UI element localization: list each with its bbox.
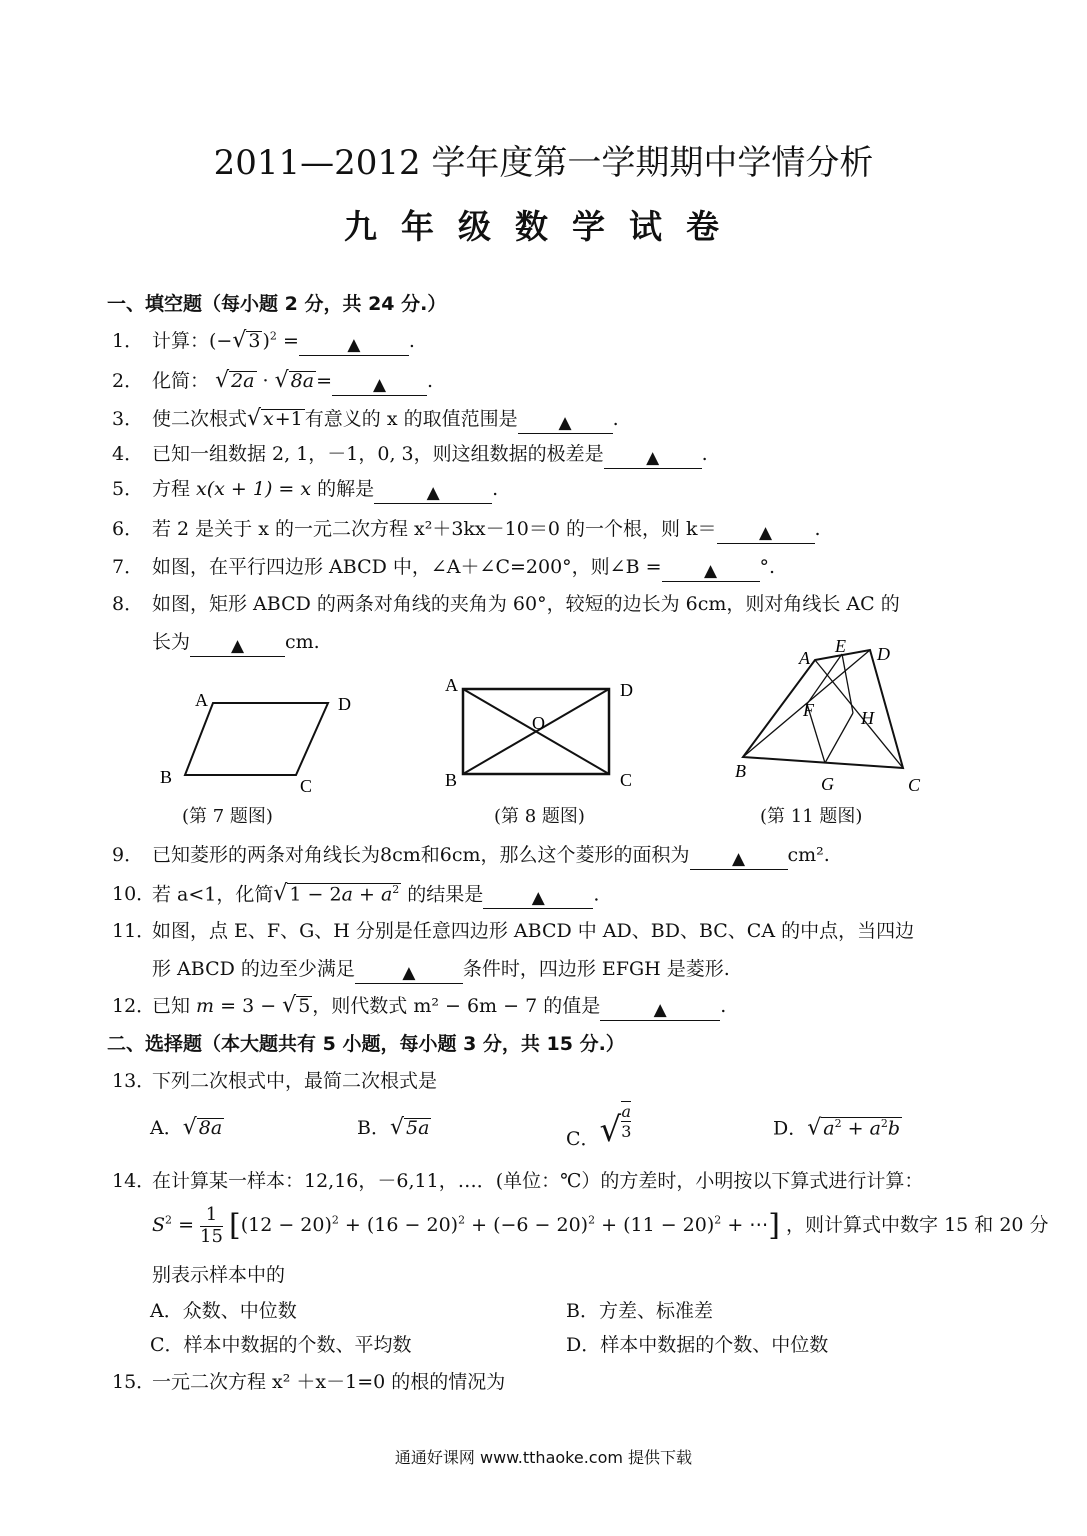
fig11-label-h: H: [861, 708, 874, 728]
q13-option-d[interactable]: D．√ $a^2 + a^2b$: [773, 1115, 901, 1141]
q13-option-b[interactable]: B．√ 5a: [357, 1115, 430, 1140]
answer-blank[interactable]: ▲: [374, 483, 492, 504]
fig8-label-c: C: [620, 770, 633, 790]
question-8: 8． 如图，矩形 ABCD 的两条对角线的夹角为 60°，较短的边长为 6cm，则对角线长 AC 的: [112, 593, 900, 615]
fig7-label-d: D: [338, 694, 351, 714]
question-7: 7． 如图，在平行四边形 ABCD 中，∠A＋∠C=200°，则∠B = ▲ °.: [112, 556, 776, 581]
quadrilateral-abcd: [743, 650, 903, 768]
q1-expression: (−√ 3 )$^2$ =: [209, 328, 299, 353]
q10-expression: √ $1 - 2a + a^2$: [273, 881, 400, 907]
answer-blank[interactable]: ▲: [662, 561, 760, 582]
figure-11-caption: (第 11 题图): [760, 806, 863, 827]
answer-blank[interactable]: ▲: [190, 636, 285, 657]
q14-option-b[interactable]: B．方差、标准差: [566, 1300, 713, 1322]
figure-8-rectangle: [440, 672, 650, 797]
question-8-line2: 长为 ▲ cm.: [152, 631, 320, 656]
question-2: 2． 化简： √ 2a · √ 8a = ▲ .: [112, 368, 434, 395]
section2-heading: 二、选择题（本大题共有 5 小题，每小题 3 分，共 15 分.）: [107, 1033, 625, 1055]
question-9: 9． 已知菱形的两条对角线长为8cm和6cm，那么这个菱形的面积为 ▲ cm².: [112, 844, 830, 869]
q13-option-c[interactable]: C．$√\frac{a}{3}$: [566, 1102, 632, 1150]
segment-gh: [825, 713, 853, 763]
fig11-label-f: F: [803, 700, 814, 720]
answer-blank[interactable]: ▲: [518, 413, 613, 434]
question-3: 3． 使二次根式√ x+1 有意义的 x 的取值范围是 ▲ .: [112, 406, 619, 433]
question-14: 14．在计算某一样本：12,16，－6,11，…．(单位：℃）的方差时，小明按以下算式进行计算：: [112, 1170, 924, 1192]
fig7-label-c: C: [300, 776, 313, 796]
question-1: 1． 计算：(−√ 3 )$^2$ = ▲ .: [112, 328, 415, 355]
answer-blank[interactable]: ▲: [600, 1000, 720, 1021]
question-11-line2: 形 ABCD 的边至少满足 ▲ 条件时，四边形 EFGH 是菱形.: [152, 958, 730, 983]
fig11-label-c: C: [908, 775, 921, 795]
exam-subtitle: 九年级数学试卷: [344, 207, 743, 246]
question-5: 5． 方程 x(x + 1) = x 的解是 ▲ .: [112, 478, 499, 503]
question-6: 6． 若 2 是关于 x 的一元二次方程 x²＋3kx－10＝0 的一个根，则 k＝ ▲ .: [112, 518, 821, 543]
q5-expression: x(x + 1) = x: [196, 478, 312, 500]
section1-heading: 一、填空题（每小题 2 分，共 24 分.）: [107, 293, 447, 315]
figure-7-caption: (第 7 题图): [182, 806, 273, 827]
answer-blank[interactable]: ▲: [604, 448, 702, 469]
q13-option-a[interactable]: A．√ 8a: [150, 1115, 223, 1140]
q14-formula: $S^2$ = $\frac{1}{15}$ [$(12 - 20)^2 + (16 - 20)^2 + (-6 - 20)^2 + (11 - 20)^2$ + ⋯]: [152, 1204, 780, 1247]
q14-option-a[interactable]: A．众数、中位数: [150, 1300, 297, 1322]
fig11-label-b: B: [735, 761, 746, 781]
answer-blank[interactable]: ▲: [332, 375, 427, 396]
question-10: 10．若 a<1，化简√ $1 - 2a + a^2$ 的结果是 ▲ .: [112, 881, 600, 909]
q14-formula-line: $S^2$ = $\frac{1}{15}$ [$(12 - 20)^2 + (16 - 20)^2 + (-6 - 20)^2 + (11 - 20)^2$ + ⋯] ，则计算式中数字 15 和 20 分: [152, 1204, 1049, 1247]
diagonal-ac: [815, 660, 903, 768]
segment-ef: [807, 654, 842, 704]
fig8-label-d: D: [620, 680, 633, 700]
question-15: 15．一元二次方程 x² ＋x－1=0 的根的情况为: [112, 1371, 506, 1393]
fig8-label-o: O: [532, 713, 545, 733]
q14-option-d[interactable]: D．样本中数据的个数、中位数: [566, 1334, 829, 1356]
answer-blank[interactable]: ▲: [717, 523, 815, 544]
answer-blank[interactable]: ▲: [355, 963, 463, 984]
fig7-label-b: B: [160, 767, 173, 787]
question-4: 4． 已知一组数据 2, 1，－1，0, 3，则这组数据的极差是 ▲ .: [112, 443, 708, 468]
question-13: 13．下列二次根式中，最简二次根式是: [112, 1070, 438, 1092]
fig11-label-e: E: [835, 636, 846, 656]
question-12: 12．已知 m = 3 − √ 5 ，则代数式 m² − 6m − 7 的值是 ▲ .: [112, 993, 727, 1020]
fig8-label-a: A: [445, 675, 458, 695]
figure-8-caption: (第 8 题图): [494, 806, 585, 827]
question-14-line3: 别表示样本中的: [152, 1264, 286, 1286]
page-footer: 通通好课网 www.tthaoke.com 提供下载: [394, 1448, 693, 1467]
figure-11-quadrilateral: [725, 635, 945, 800]
exam-title: 2011—2012 学年度第一学期期中学情分析: [213, 143, 874, 183]
fig8-label-b: B: [445, 770, 458, 790]
fig11-label-a: A: [799, 648, 810, 668]
segment-he: [842, 654, 853, 713]
figure-7-parallelogram: [150, 680, 380, 800]
fig11-label-d: D: [877, 644, 890, 664]
question-11: 11．如图，点 E、F、G、H 分别是任意四边形 ABCD 中 AD、BD、BC、CA 的中点，当四边: [112, 920, 915, 942]
q3-expression: √ x: [247, 406, 274, 431]
parallelogram-shape: [185, 703, 328, 775]
q12-expression: m = 3 − √ 5: [196, 993, 311, 1018]
answer-blank[interactable]: ▲: [299, 335, 409, 356]
answer-blank[interactable]: ▲: [690, 849, 788, 870]
fig11-label-g: G: [821, 774, 834, 794]
answer-blank[interactable]: ▲: [483, 888, 593, 909]
q2-expression: √ 2a · √ 8a =: [215, 368, 333, 393]
fig7-label-a: A: [195, 690, 208, 710]
q14-option-c[interactable]: C．样本中数据的个数、平均数: [150, 1334, 412, 1356]
